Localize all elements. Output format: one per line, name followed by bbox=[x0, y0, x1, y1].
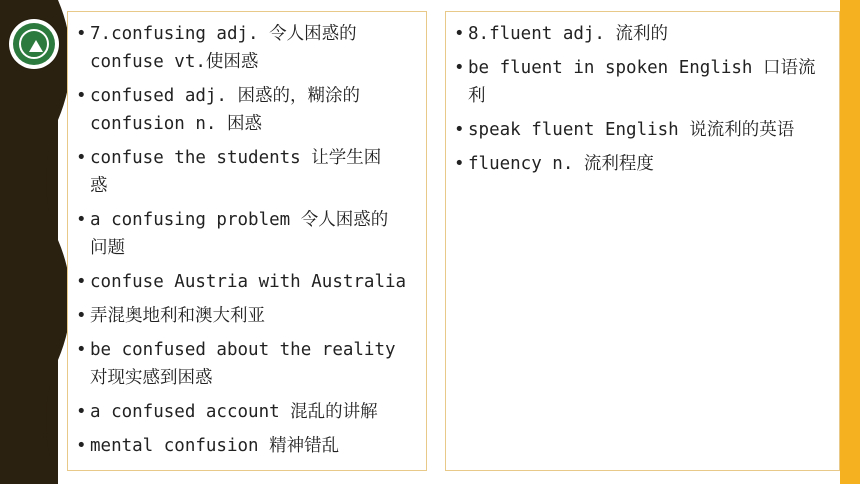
entry-line: confuse vt.使困惑 bbox=[90, 52, 259, 72]
entry-line: • 8.fluent adj. 流利的 bbox=[468, 24, 669, 44]
entry-line: • confuse Austria with Australia bbox=[90, 272, 407, 292]
right-vocab-panel bbox=[445, 11, 840, 471]
entry-line: • fluency n. 流利程度 bbox=[468, 154, 654, 174]
left-vocab-list bbox=[68, 12, 426, 460]
right-vocab-list bbox=[446, 12, 839, 178]
list-item bbox=[454, 116, 829, 144]
entry-line: 惑 bbox=[90, 176, 108, 196]
entry-line: confusion n. 困惑 bbox=[90, 114, 262, 134]
entry-line: 利 bbox=[468, 86, 486, 106]
entry-line: • be confused about the reality bbox=[90, 340, 396, 360]
entry-line: • mental confusion 精神错乱 bbox=[90, 436, 340, 456]
list-item bbox=[454, 20, 829, 48]
entry-line: • confused adj. 困惑的，糊涂的 bbox=[90, 86, 361, 106]
entry-line: 问题 bbox=[90, 238, 125, 258]
list-item bbox=[76, 268, 416, 296]
right-accent-strip bbox=[840, 0, 860, 484]
list-item bbox=[76, 82, 416, 138]
entry-line: • a confusing problem 令人困惑的 bbox=[90, 210, 389, 230]
list-item bbox=[76, 432, 416, 460]
entry-line: • be fluent in spoken English 口语流 bbox=[468, 58, 816, 78]
list-item bbox=[76, 206, 416, 262]
entry-line: • a confused account 混乱的讲解 bbox=[90, 402, 378, 422]
entry-line: • 7.confusing adj. 令人困惑的 bbox=[90, 24, 357, 44]
list-item bbox=[76, 398, 416, 426]
entry-line: 对现实感到困惑 bbox=[90, 368, 213, 388]
entry-line: • confuse the students 让学生困 bbox=[90, 148, 382, 168]
entry-line: • 弄混奥地利和澳大利亚 bbox=[90, 306, 265, 326]
logo-icon bbox=[9, 19, 59, 69]
list-item bbox=[454, 150, 829, 178]
list-item bbox=[454, 54, 829, 110]
list-item bbox=[76, 302, 416, 330]
list-item bbox=[76, 336, 416, 392]
list-item bbox=[76, 20, 416, 76]
left-vocab-panel bbox=[67, 11, 427, 471]
entry-line: • speak fluent English 说流利的英语 bbox=[468, 120, 795, 140]
list-item bbox=[76, 144, 416, 200]
